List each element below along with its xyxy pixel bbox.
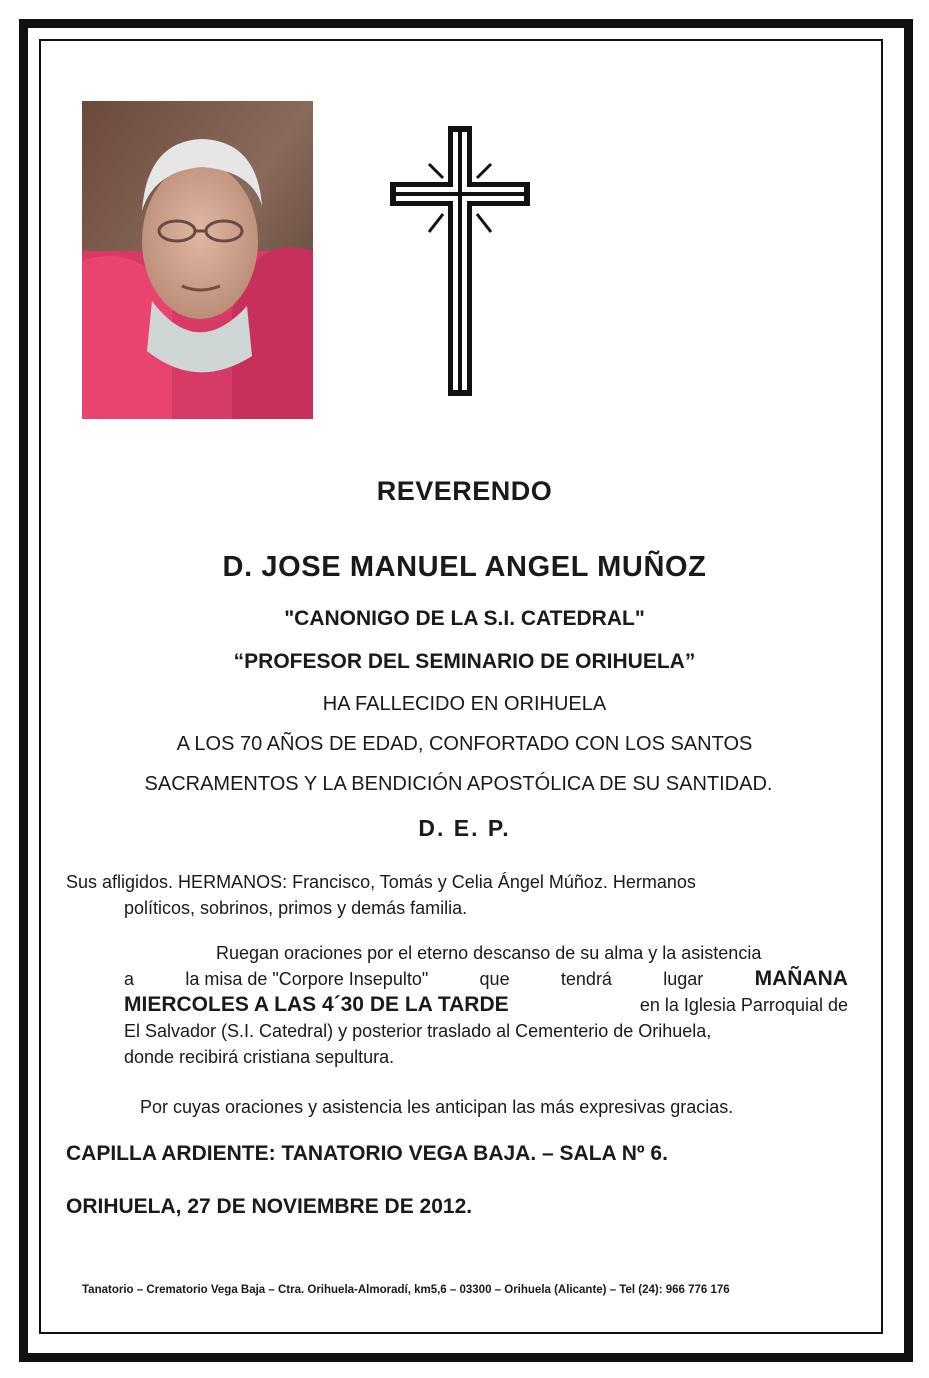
announcement-line-3: SACRAMENTOS Y LA BENDICIÓN APOSTÓLICA DE SU SANTIDAD.	[144, 773, 773, 795]
ruegan-misa: la misa de "Corpore Insepulto"	[185, 969, 429, 989]
title-canon: "CANONIGO DE LA S.I. CATEDRAL"	[284, 607, 645, 630]
capilla-ardiente: CAPILLA ARDIENTE: TANATORIO VEGA BAJA. – SALA Nº 6.	[66, 1142, 668, 1165]
ruegan-line-1: Ruegan oraciones por el eterno descanso de su alma y la asistencia	[216, 943, 762, 963]
gracias-line: Por cuyas oraciones y asistencia les anticipan las más expresivas gracias.	[140, 1097, 734, 1117]
title-professor: “PROFESOR DEL SEMINARIO DE ORIHUELA”	[233, 650, 696, 673]
dep-label: D. E. P.	[418, 815, 511, 841]
family-paragraph	[66, 869, 848, 921]
family-line-1: Sus afligidos. HERMANOS: Francisco, Tomás y Celia Ángel Múñoz. Hermanos	[66, 872, 696, 892]
portrait-photo	[82, 101, 313, 419]
cross-icon	[385, 124, 535, 399]
family-line-2: políticos, sobrinos, primos y demás familia.	[124, 898, 468, 918]
ruegan-word-a: a	[124, 969, 135, 989]
ruegan-time: MIERCOLES A LAS 4´30 DE LA TARDE	[124, 993, 509, 1016]
ruegan-manana: MAÑANA	[754, 967, 848, 990]
ruegan-line-2	[124, 966, 848, 992]
date-line: ORIHUELA, 27 DE NOVIEMBRE DE 2012.	[66, 1195, 473, 1218]
ruegan-church: en la Iglesia Parroquial de	[639, 995, 848, 1015]
ruegan-line-5: donde recibirá cristiana sepultura.	[124, 1047, 395, 1067]
ruegan-paragraph	[124, 940, 848, 1070]
deceased-name: D. JOSE MANUEL ANGEL MUÑOZ	[222, 551, 707, 583]
ruegan-word-que: que	[479, 969, 510, 989]
ruegan-line-3	[124, 992, 848, 1018]
announcement-line-2: A LOS 70 AÑOS DE EDAD, CONFORTADO CON LOS SANTOS	[176, 733, 753, 755]
honorific: REVERENDO	[376, 476, 553, 506]
announcement-line-1: HA FALLECIDO EN ORIHUELA	[322, 693, 607, 715]
ruegan-line-4: El Salvador (S.I. Catedral) y posterior traslado al Cementerio de Orihuela,	[124, 1021, 712, 1041]
ruegan-word-tendra: tendrá	[560, 969, 612, 989]
ruegan-word-lugar: lugar	[663, 969, 704, 989]
footer-contact: Tanatorio – Crematorio Vega Baja – Ctra. Orihuela-Almoradí, km5,6 – 03300 – Orihuela (Alicante) – Tel (24): 966 776 176	[82, 1284, 730, 1296]
